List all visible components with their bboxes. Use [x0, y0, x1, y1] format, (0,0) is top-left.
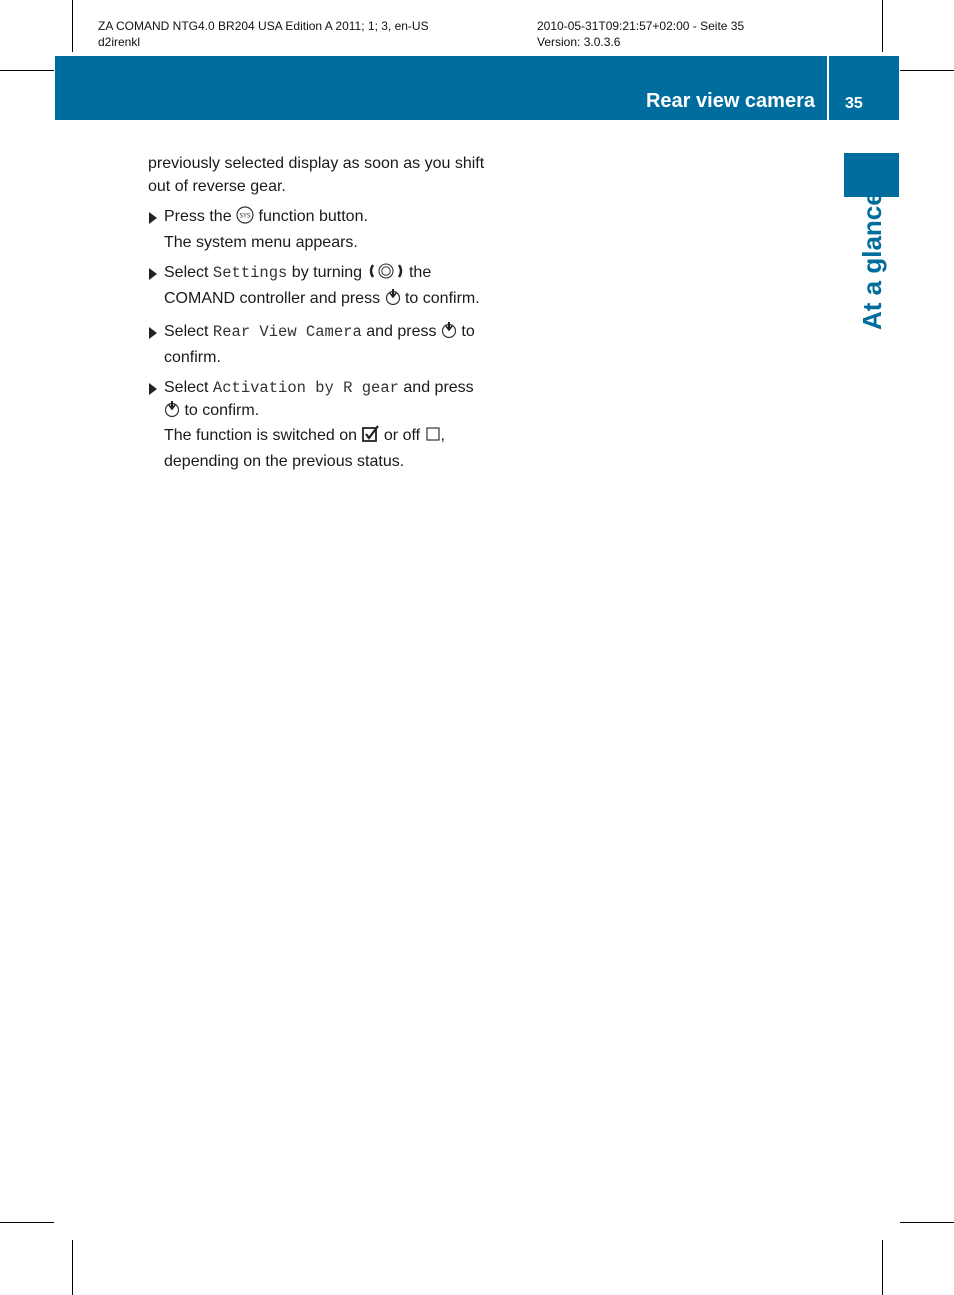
crop-mark	[882, 1240, 883, 1295]
step1-post: function button.	[258, 208, 368, 225]
step2-end: to confirm.	[404, 289, 480, 307]
step3-end: to confirm.	[164, 323, 475, 366]
crop-mark	[900, 1222, 954, 1223]
press-controller-icon	[385, 288, 401, 314]
svg-text:SYS: SYS	[239, 212, 251, 220]
page-number: 35	[845, 95, 863, 112]
step1-pre: Press the	[164, 208, 232, 225]
step2-post: the COMAND controller and press	[164, 264, 432, 307]
checkbox-empty-icon	[425, 425, 441, 451]
body-text	[148, 153, 488, 473]
crop-mark	[0, 1222, 54, 1223]
step2-pre: Select	[164, 264, 209, 281]
step4-result-mid: or off	[383, 427, 421, 444]
crop-mark	[72, 0, 73, 52]
step4-result	[164, 425, 488, 473]
checkbox-checked-icon	[361, 425, 379, 451]
date-line-2: Version: 3.0.3.6	[537, 35, 621, 49]
step4-result-end: ,	[440, 427, 445, 444]
doc-line-2: d2irenkl	[98, 35, 141, 49]
turn-controller-icon	[367, 262, 405, 288]
step2-menu-item: Settings	[212, 264, 288, 282]
print-meta-left	[98, 18, 429, 50]
step3-mid: and press	[366, 323, 437, 340]
date-line-1: 2010-05-31T09:21:57+02:00 - Seite 35	[537, 19, 745, 33]
step2-mid: by turning	[291, 264, 363, 281]
chapter-label: At a glance	[857, 191, 887, 330]
press-controller-icon	[164, 400, 180, 426]
crop-mark	[0, 70, 54, 71]
intro-paragraph: previously selected display as soon as you shift out of reverse gear.	[148, 155, 485, 195]
step3-menu-item: Rear View Camera	[212, 323, 362, 341]
step4-result-pre: The function is switched on	[164, 427, 357, 444]
crop-mark	[900, 70, 954, 71]
sys-button-icon	[236, 206, 254, 232]
press-controller-icon	[441, 321, 457, 347]
page-number-box	[829, 56, 899, 120]
crop-mark	[72, 1240, 73, 1295]
section-title: Rear view camera	[645, 90, 815, 112]
step1-result: The system menu appears.	[164, 233, 358, 251]
crop-mark	[882, 0, 883, 52]
step4-end: to confirm.	[184, 401, 260, 419]
print-meta-right	[537, 18, 744, 50]
step4-menu-item: Activation by R gear	[212, 379, 399, 397]
step4-pre: Select	[164, 379, 209, 396]
step3-pre: Select	[164, 323, 209, 340]
header-bar	[55, 56, 827, 120]
step-press-sys	[148, 206, 488, 254]
step-select-settings	[148, 262, 488, 313]
doc-line-1: ZA COMAND NTG4.0 BR204 USA Edition A 2011; 1; 3, en-US	[98, 19, 429, 33]
step4-mid: and press	[403, 379, 474, 396]
step-select-activation	[148, 377, 488, 473]
step4-result-tail: depending on the previous status.	[164, 452, 405, 470]
step-select-rear-view-camera	[148, 321, 488, 369]
